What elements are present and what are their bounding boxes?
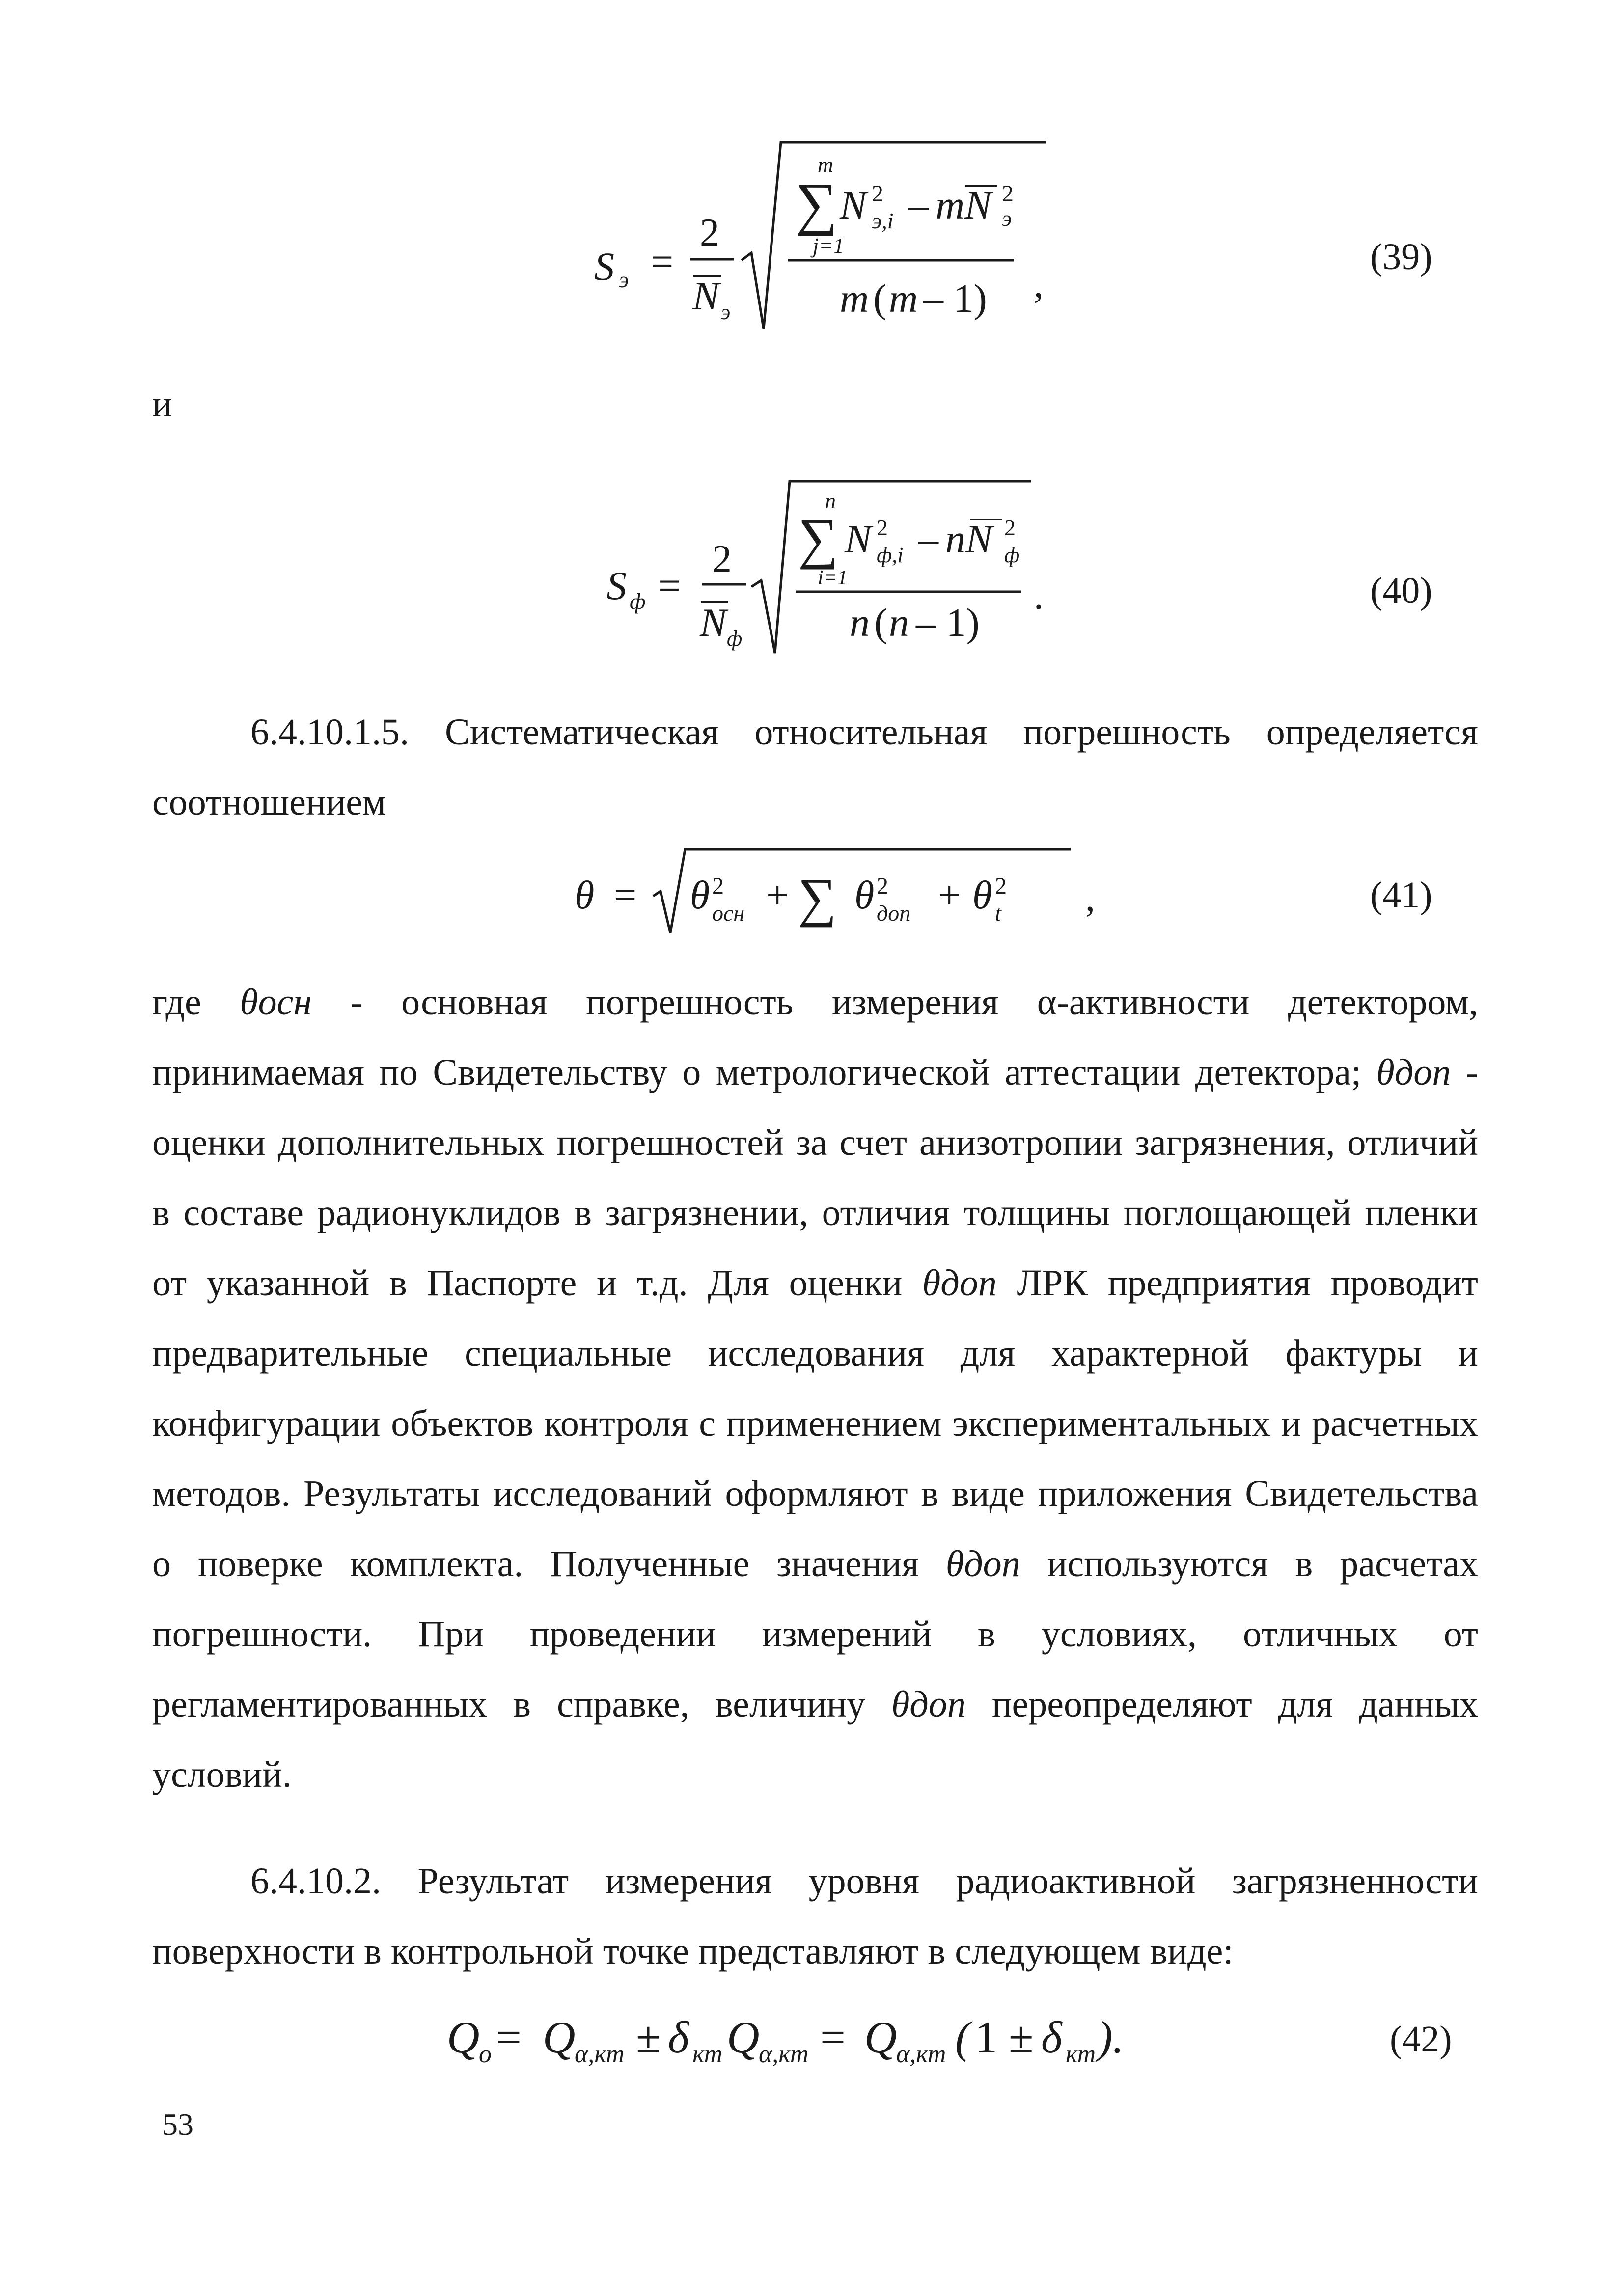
svg-text:–: – [918,517,938,561]
equation-40 [570,466,1061,673]
svg-text:кт: кт [692,2040,723,2068]
svg-text:ф,i: ф,i [877,543,904,567]
paragraph-number: 6.4.10.1.5. [250,711,409,753]
svg-text:α,кт: α,кт [575,2040,625,2068]
svg-text:Q: Q [727,2012,760,2062]
svg-text:2: 2 [712,538,732,581]
svg-text:=: = [496,2012,522,2062]
text-segment: переопределяют для данных условий. [152,1684,1479,1795]
text-segment: - основная погрешность измерения α-активности детектором, принимаемая по Свидетельству о метрологической аттестации детектора; [152,982,1479,1093]
svg-text:θ: θ [972,873,992,917]
equation-41-number: (41) [1370,875,1432,916]
svg-text:,: , [1085,876,1095,920]
svg-text:(: ( [873,276,887,321]
svg-text:(: ( [955,2012,970,2062]
svg-text:).: ). [1098,2012,1124,2062]
paragraph-text: Систематическая относительная погрешность определяется соотношением [152,711,1478,823]
svg-text:ф: ф [630,589,646,614]
svg-text:2: 2 [877,515,888,540]
svg-text:– 1): – 1) [916,600,980,645]
svg-text:2: 2 [712,873,724,899]
svg-text:=: = [651,239,674,284]
svg-text:.: . [1034,574,1044,618]
text-segment: ЛРК предприятия проводит предварительные специальные исследования для характерной фактуры и конфигурации объектов контроля с применением экспериментальных и расчетных методов. Результаты исследований оформляют в виде приложения Свидетельства о поверке комплекта. Полученные значения [152,1262,1478,1585]
svg-text:n: n [825,489,836,513]
svg-text:N: N [845,517,872,561]
svg-text:mN: mN [936,183,991,227]
svg-text:1 ±: 1 ± [975,2012,1034,2062]
svg-text:nN: nN [945,517,992,561]
symbol-theta-dop: θдоп [922,1262,997,1304]
svg-text:–: – [908,183,929,227]
svg-text:m: m [818,153,833,177]
svg-text:t: t [995,901,1001,926]
equation-40-number: (40) [1370,570,1432,611]
svg-text:θ: θ [690,873,710,917]
svg-text:=: = [658,563,681,608]
svg-text:S: S [594,244,614,289]
svg-text:S: S [606,563,627,608]
svg-text:+: + [938,873,961,917]
svg-text:m: m [840,276,869,321]
paragraph-text: Результат измерения уровня радиоактивной загрязненности поверхности в контрольной точке представляют в следующем виде: [152,1860,1478,1972]
svg-text:осн: осн [712,901,745,926]
paragraph-6-4-10-1-5 [152,697,1478,838]
paragraph-6-4-10-2 [152,1846,1478,1987]
svg-text:э: э [721,300,731,324]
symbol-theta-dop: θдоп [1376,1052,1451,1093]
text-segment: где [152,982,201,1023]
svg-text:Q: Q [543,2012,576,2062]
text-segment: используются в расчетах погрешности. При проведении измерений в условиях, отличных от регламентированных в справке, величину [152,1543,1478,1725]
equation-39 [565,128,1056,339]
svg-text:2: 2 [1002,181,1014,207]
svg-text:n: n [889,600,909,645]
svg-text:+: + [766,873,789,917]
text-segment: - оценки дополнительных погрешностей за счет анизотропии загрязнения, отличий в составе радионуклидов в загрязнении, отличия толщины поглощающей пленки от указанной в Паспорте и т.д. Для оценки [152,1052,1479,1304]
svg-text:(: ( [874,600,888,645]
svg-text:кт: кт [1066,2040,1096,2068]
svg-text:δ: δ [668,2012,689,2062]
svg-text:δ: δ [1041,2012,1062,2062]
svg-text:i=1: i=1 [818,567,848,589]
svg-text:ф: ф [727,627,743,651]
svg-text:α,кт: α,кт [759,2040,809,2068]
svg-text:э: э [619,267,629,292]
svg-text:2: 2 [877,873,888,899]
svg-text:±: ± [636,2012,661,2062]
svg-text:θ: θ [575,873,595,917]
svg-text:2: 2 [995,873,1007,899]
page-number: 53 [162,2107,193,2142]
svg-text:ф: ф [1004,543,1020,567]
symbol-theta-dop: θдоп [891,1684,966,1725]
svg-text:э: э [1002,206,1012,231]
svg-text:N: N [700,600,727,645]
svg-text:доп: доп [877,901,911,926]
svg-text:=: = [614,873,637,917]
svg-text:o: o [479,2040,492,2068]
equation-41 [565,835,1105,948]
conjunction-text: и [152,383,172,425]
symbol-theta-osn: θосн [240,982,312,1023]
svg-text:Q: Q [447,2012,480,2062]
equation-42-number: (42) [1390,2019,1452,2060]
paragraph-number: 6.4.10.2. [250,1860,381,1902]
svg-text:m: m [889,276,918,321]
svg-text:– 1): – 1) [923,276,987,321]
svg-text:,: , [1034,263,1044,306]
svg-text:2: 2 [700,211,719,254]
equation-39-number: (39) [1370,236,1432,277]
symbol-theta-dop: θдоп [945,1543,1020,1585]
svg-text:θ: θ [854,873,875,917]
svg-text:n: n [850,600,870,645]
svg-text:∑: ∑ [798,507,838,570]
svg-text:=: = [820,2012,846,2062]
svg-text:α,кт: α,кт [896,2040,946,2068]
svg-text:N: N [692,273,719,318]
svg-text:2: 2 [872,181,883,207]
svg-text:j=1: j=1 [813,234,844,258]
svg-text:э,i: э,i [872,208,894,233]
paragraph-error-definitions [152,967,1478,1810]
svg-text:∑: ∑ [798,868,837,928]
svg-text:∑: ∑ [796,171,838,236]
svg-text:N: N [840,183,867,227]
equation-42 [432,1998,1292,2082]
svg-text:2: 2 [1004,515,1016,540]
svg-text:Q: Q [864,2012,897,2062]
